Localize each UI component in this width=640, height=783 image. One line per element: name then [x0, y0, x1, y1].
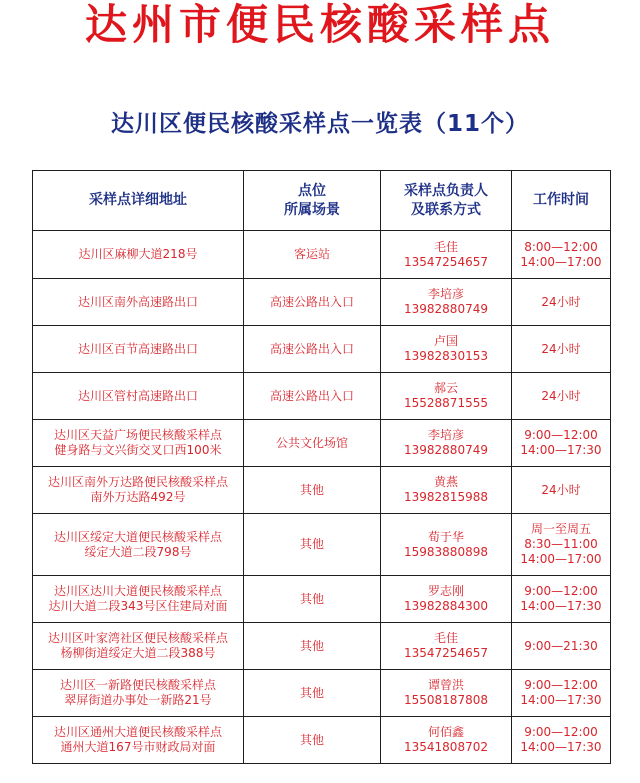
hours-cell: 24小时 [512, 279, 611, 326]
contact-cell: 荀于华 15983880898 [381, 514, 512, 576]
hours-cell: 24小时 [512, 326, 611, 373]
address-cell: 达川区百节高速路出口 [33, 326, 244, 373]
scene-cell: 其他 [244, 514, 381, 576]
table-row [33, 717, 611, 764]
contact-cell: 郝云 15528871555 [381, 373, 512, 420]
address-cell: 达川区南外高速路出口 [33, 279, 244, 326]
scene-cell: 高速公路出入口 [244, 279, 381, 326]
hours-cell: 9:00—12:00 14:00—17:30 [512, 717, 611, 764]
scene-cell: 其他 [244, 576, 381, 623]
scene-cell: 其他 [244, 623, 381, 670]
hours-cell: 周一至周五 8:30—11:00 14:00—17:00 [512, 514, 611, 576]
hours-cell: 9:00—12:00 14:00—17:30 [512, 420, 611, 467]
column-header-address: 采样点详细地址 [33, 171, 244, 231]
hours-cell: 9:00—21:30 [512, 623, 611, 670]
hours-cell: 9:00—12:00 14:00—17:30 [512, 670, 611, 717]
address-cell: 达川区一新路便民核酸采样点 翠屏街道办事处一新路21号 [33, 670, 244, 717]
contact-cell: 李培彦 13982880749 [381, 420, 512, 467]
table-row [33, 326, 611, 373]
contact-cell: 李培彦 13982880749 [381, 279, 512, 326]
address-cell: 达川区绥定大道便民核酸采样点 绥定大道二段798号 [33, 514, 244, 576]
contact-cell: 卢国 13982830153 [381, 326, 512, 373]
table-row [33, 623, 611, 670]
column-header-scene: 点位 所属场景 [244, 171, 381, 231]
page-title: 达州市便民核酸采样点 [84, 0, 555, 49]
table-header-row [33, 171, 611, 231]
hours-cell: 24小时 [512, 467, 611, 514]
address-cell: 达川区叶家湾社区便民核酸采样点 杨柳街道绥定大道二段388号 [33, 623, 244, 670]
address-cell: 达川区南外万达路便民核酸采样点 南外万达路492号 [33, 467, 244, 514]
contact-cell: 黄燕 13982815988 [381, 467, 512, 514]
hours-cell: 9:00—12:00 14:00—17:30 [512, 576, 611, 623]
sampling-sites-table [32, 170, 611, 764]
contact-cell: 罗志刚 13982884300 [381, 576, 512, 623]
scene-cell: 公共文化场馆 [244, 420, 381, 467]
scene-cell: 高速公路出入口 [244, 373, 381, 420]
hours-cell: 24小时 [512, 373, 611, 420]
contact-cell: 何佰鑫 13541808702 [381, 717, 512, 764]
address-cell: 达川区通州大道便民核酸采样点 通州大道167号市财政局对面 [33, 717, 244, 764]
column-header-hours: 工作时间 [512, 171, 611, 231]
table-row [33, 231, 611, 279]
scene-cell: 其他 [244, 670, 381, 717]
address-cell: 达川区达川大道便民核酸采样点 达川大道二段343号区住建局对面 [33, 576, 244, 623]
table-subtitle: 达川区便民核酸采样点一览表（11个） [110, 111, 529, 137]
address-cell: 达川区麻柳大道218号 [33, 231, 244, 279]
table-row [33, 670, 611, 717]
scene-cell: 高速公路出入口 [244, 326, 381, 373]
table-row [33, 514, 611, 576]
table-row [33, 467, 611, 514]
scene-cell: 其他 [244, 467, 381, 514]
scene-cell: 客运站 [244, 231, 381, 279]
table-row [33, 373, 611, 420]
hours-cell: 8:00—12:00 14:00—17:00 [512, 231, 611, 279]
address-cell: 达川区天益广场便民核酸采样点 健身路与文兴街交叉口西100米 [33, 420, 244, 467]
contact-cell: 毛佳 13547254657 [381, 623, 512, 670]
contact-cell: 谭曾洪 15508187808 [381, 670, 512, 717]
table-row [33, 576, 611, 623]
column-header-contact: 采样点负责人 及联系方式 [381, 171, 512, 231]
table-body [33, 231, 611, 764]
table-row [33, 420, 611, 467]
contact-cell: 毛佳 13547254657 [381, 231, 512, 279]
table-row [33, 279, 611, 326]
address-cell: 达川区管村高速路出口 [33, 373, 244, 420]
scene-cell: 其他 [244, 717, 381, 764]
